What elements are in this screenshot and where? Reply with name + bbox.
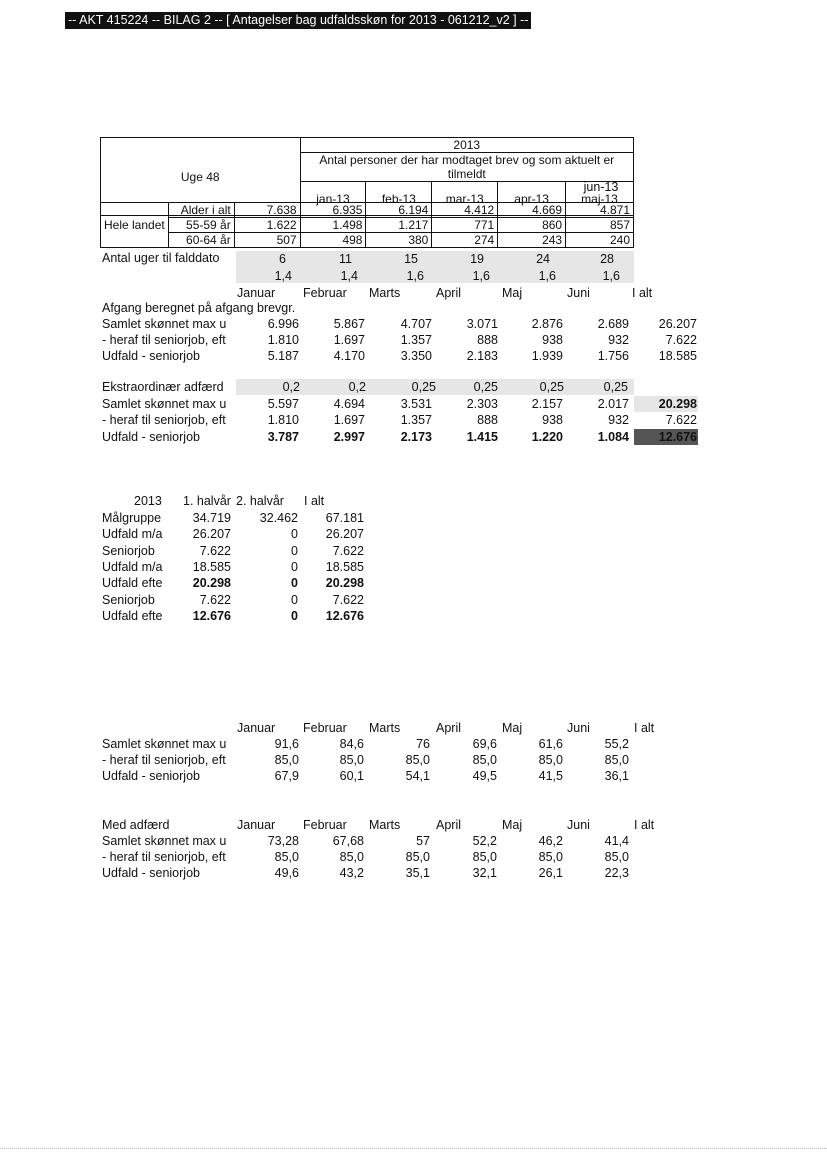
table-cell: 3.531 — [400, 397, 432, 411]
summary-cell: 12.676 — [325, 608, 364, 623]
column-header: Maj — [502, 286, 523, 300]
summary-cell: 32.462 — [259, 511, 298, 525]
row-label: Udfald - seniorjob — [102, 769, 200, 783]
summary-row-label: Udfald efte — [102, 608, 163, 623]
table-cell: 2.157 — [531, 397, 563, 411]
table-cell: 380 — [366, 233, 432, 248]
weeks-factor: 1,6 — [472, 269, 490, 283]
table-cell: 857 — [566, 218, 634, 233]
table-cell: 91,6 — [274, 737, 299, 751]
week-label: Uge 48 — [101, 138, 301, 216]
table-cell: 7.622 — [665, 333, 697, 347]
summary-cell: 0 — [291, 576, 298, 591]
table-cell: 3.787 — [267, 430, 299, 444]
month-header: jun-13 — [583, 180, 619, 194]
table-cell: 76 — [416, 737, 430, 751]
table-cell: 4.170 — [333, 349, 365, 363]
row-label: Samlet skønnet max u — [102, 317, 227, 331]
table-cell: 43,2 — [339, 866, 364, 880]
month-header: apr-13 — [498, 182, 566, 216]
month-header: maj-13 — [566, 182, 634, 216]
table-cell: 84,6 — [339, 737, 364, 751]
weeks-factor: 1,6 — [406, 269, 424, 283]
table-cell: 6.194 — [366, 203, 432, 218]
table-cell: 4.871 — [566, 203, 634, 218]
summary-cell: 0 — [291, 559, 298, 574]
table-cell: 85,0 — [274, 850, 299, 864]
table-cell: 85,0 — [339, 753, 364, 767]
table-cell: 4.694 — [333, 397, 365, 411]
summary-cell: 20.298 — [325, 576, 364, 591]
column-header: Februar — [303, 721, 347, 735]
month-header: jan-13 — [300, 182, 366, 216]
table-cell: 22,3 — [604, 866, 629, 880]
column-header: Februar — [303, 818, 347, 832]
column-header: Juni — [567, 286, 590, 300]
row-label: - heraf til seniorjob, eft — [102, 413, 226, 427]
table-cell: 888 — [477, 333, 498, 347]
row-label: - heraf til seniorjob, eft — [102, 850, 226, 864]
table-cell: 1.939 — [531, 349, 563, 363]
table-cell: 85,0 — [538, 753, 563, 767]
weeks-value: 11 — [339, 252, 352, 266]
table-cell: 3.350 — [400, 349, 432, 363]
summary-cell: 0 — [291, 543, 298, 558]
table-cell: 2.997 — [333, 430, 365, 444]
weeks-factor: 1,6 — [538, 269, 556, 283]
table-cell: 67,68 — [332, 834, 364, 848]
summary-cell: 67.181 — [325, 511, 364, 525]
summary-header: 2013 — [134, 494, 162, 508]
table-cell: 85,0 — [405, 753, 430, 767]
table-cell: 85,0 — [472, 850, 497, 864]
summary-cell: 0 — [291, 608, 298, 623]
column-header: I alt — [634, 818, 655, 832]
row-label: Ekstraordinær adfærd — [102, 380, 224, 394]
table-cell: 85,0 — [274, 753, 299, 767]
summary-cell: 7.622 — [199, 543, 231, 558]
table-cell: 1.810 — [267, 333, 299, 347]
table-cell: 12.676 — [658, 430, 697, 444]
weeks-value: 6 — [279, 252, 286, 266]
table-cell: 1.220 — [531, 430, 563, 444]
table-cell: 938 — [542, 333, 563, 347]
table-cell: 67,9 — [274, 769, 299, 783]
table-cell: 938 — [542, 413, 563, 427]
table-cell: 26.207 — [658, 317, 697, 331]
column-header: Marts — [369, 286, 401, 300]
table-cell: 2.689 — [597, 317, 629, 331]
table-cell: 1.756 — [597, 349, 629, 363]
table-cell: 932 — [608, 413, 629, 427]
row-label: 60-64 år — [168, 233, 234, 248]
table-cell: 26,1 — [538, 866, 563, 880]
table-cell: 4.669 — [498, 203, 566, 218]
column-header: I alt — [632, 286, 653, 300]
summary-row-label: Udfald m/a — [102, 559, 163, 574]
table-cell: 1.217 — [366, 218, 432, 233]
table-cell: 46,2 — [538, 834, 563, 848]
table-cell: 1.498 — [300, 218, 366, 233]
table-cell: 52,2 — [472, 834, 497, 848]
table-cell: 54,1 — [405, 769, 430, 783]
year-header: 2013 — [300, 138, 634, 153]
summary-row-label: Seniorjob — [102, 592, 155, 607]
table-cell: 3.071 — [466, 317, 498, 331]
document-header: -- AKT 415224 -- BILAG 2 -- [ Antagelser bag udfaldsskøn for 2013 - 061212_v2 ] -- — [65, 12, 531, 29]
table-cell: 6.996 — [267, 317, 299, 331]
summary-cell: 26.207 — [325, 527, 364, 542]
row-label: Samlet skønnet max u — [102, 737, 227, 751]
table-cell: 6.935 — [300, 203, 366, 218]
table-cell: 20.298 — [658, 397, 697, 411]
table-cell: 0,2 — [348, 380, 366, 394]
row-label: - heraf til seniorjob, eft — [102, 333, 226, 347]
table-cell: 61,6 — [538, 737, 563, 751]
row-label: Udfald - seniorjob — [102, 349, 200, 363]
summary-cell: 7.622 — [332, 592, 364, 607]
row-label: Alder i alt — [168, 203, 234, 218]
table-cell: 4.707 — [400, 317, 432, 331]
column-header: April — [436, 286, 462, 300]
table-cell: 1.357 — [400, 333, 432, 347]
row-label: Samlet skønnet max u — [102, 834, 227, 848]
table-cell: 1.697 — [333, 333, 365, 347]
table-cell: 35,1 — [405, 866, 430, 880]
column-header: April — [436, 818, 462, 832]
weeks-value: 28 — [600, 252, 614, 266]
table-cell: 1.357 — [400, 413, 432, 427]
summary-row-label: Udfald efte — [102, 576, 163, 591]
month-header: feb-13 — [366, 182, 432, 216]
weeks-factor: 1,4 — [274, 269, 292, 283]
row-label: Udfald - seniorjob — [102, 430, 200, 444]
summary-cell: 7.622 — [332, 543, 364, 558]
table-cell: 85,0 — [604, 850, 629, 864]
table-cell: 498 — [300, 233, 366, 248]
weeks-factor: 1,6 — [602, 269, 620, 283]
summary-cell: 0 — [291, 527, 298, 542]
table-cell: 860 — [498, 218, 566, 233]
table-cell: 85,0 — [538, 850, 563, 864]
column-header: Juni — [567, 818, 590, 832]
month-header: mar-13 — [432, 182, 498, 216]
table-cell: 49,6 — [274, 866, 299, 880]
table-cell: 49,5 — [472, 769, 497, 783]
table-cell: 2.173 — [400, 430, 432, 444]
region-label: Hele landet — [101, 203, 169, 248]
table-cell: 1.084 — [597, 430, 629, 444]
table-cell: 0,25 — [603, 380, 628, 394]
table-cell: 73,28 — [267, 834, 299, 848]
table-cell: 0,25 — [539, 380, 564, 394]
summary-row-label: Seniorjob — [102, 543, 155, 558]
row-label: Samlet skønnet max u — [102, 397, 227, 411]
table-cell: 0,2 — [282, 380, 300, 394]
table-cell: 771 — [432, 218, 498, 233]
summary-cell: 18.585 — [192, 559, 231, 574]
table-cell: 932 — [608, 333, 629, 347]
column-header: Maj — [502, 721, 523, 735]
summary-cell: 26.207 — [192, 527, 231, 542]
table-cell: 5.597 — [267, 397, 299, 411]
summary-header: 2. halvår — [236, 494, 284, 508]
row-label: - heraf til seniorjob, eft — [102, 753, 226, 767]
table-cell: 1.415 — [466, 430, 498, 444]
table-cell: 1.697 — [333, 413, 365, 427]
summary-cell: 12.676 — [192, 608, 231, 623]
table-cell: 243 — [498, 233, 566, 248]
table-cell: 85,0 — [405, 850, 430, 864]
summary-header: 1. halvår — [183, 494, 231, 508]
page-bottom-line — [0, 1148, 827, 1149]
table-cell: 85,0 — [472, 753, 497, 767]
column-header: Januar — [237, 818, 276, 832]
column-header: Maj — [502, 818, 523, 832]
table-cell: 85,0 — [604, 753, 629, 767]
table-cell: 85,0 — [339, 850, 364, 864]
table-cell: 2.303 — [466, 397, 498, 411]
summary-cell: 18.585 — [325, 559, 364, 574]
weeks-value: 24 — [536, 252, 550, 266]
table-cell: 57 — [416, 834, 430, 848]
row-label: Udfald - seniorjob — [102, 866, 200, 880]
table-cell: 2.876 — [531, 317, 563, 331]
column-header: Marts — [369, 818, 401, 832]
row-label: 55-59 år — [168, 218, 234, 233]
column-header: Februar — [303, 286, 347, 300]
summary-cell: 7.622 — [199, 592, 231, 607]
table-cell: 1.810 — [267, 413, 299, 427]
summary-row-label: Udfald m/a — [102, 527, 163, 542]
table-cell: 1.622 — [234, 218, 300, 233]
column-header: Juni — [567, 721, 590, 735]
block1-intro: Afgang beregnet på afgang brevgr. — [102, 301, 296, 315]
weeks-band — [236, 251, 634, 283]
table-cell: 55,2 — [604, 737, 629, 751]
table-subtitle: Antal personer der har modtaget brev og som aktuelt er tilmeldt — [300, 153, 634, 182]
column-header: April — [436, 721, 462, 735]
weeks-label: Antal uger til falddato — [102, 251, 220, 265]
table-cell: 0,25 — [411, 380, 436, 394]
table-cell: 2.183 — [466, 349, 498, 363]
table-cell: 0,25 — [473, 380, 498, 394]
table-cell: 18.585 — [658, 349, 697, 363]
summary-cell: 34.719 — [192, 511, 231, 525]
table-cell: 2.017 — [597, 397, 629, 411]
table-cell: 7.622 — [665, 413, 697, 427]
table-cell: 240 — [566, 233, 634, 248]
table-cell: 888 — [477, 413, 498, 427]
summary-header: I alt — [304, 494, 325, 508]
column-header: I alt — [634, 721, 655, 735]
table-cell: 274 — [432, 233, 498, 248]
table-cell: 5.867 — [333, 317, 365, 331]
table-cell: 507 — [234, 233, 300, 248]
block4-title: Med adfærd — [102, 818, 170, 832]
table-cell: 60,1 — [339, 769, 364, 783]
table-cell: 32,1 — [472, 866, 497, 880]
table-cell: 41,4 — [604, 834, 629, 848]
weeks-factor: 1,4 — [340, 269, 358, 283]
weeks-value: 15 — [404, 252, 418, 266]
summary-cell: 0 — [291, 592, 298, 607]
weeks-value: 19 — [470, 252, 484, 266]
data-table — [100, 202, 634, 248]
table-cell: 41,5 — [538, 769, 563, 783]
summary-cell: 20.298 — [192, 576, 231, 591]
table-cell: 36,1 — [604, 769, 629, 783]
column-header: Januar — [237, 721, 276, 735]
column-header: Januar — [237, 286, 276, 300]
column-header: Marts — [369, 721, 401, 735]
table-cell: 7.638 — [234, 203, 300, 218]
table-cell: 5.187 — [267, 349, 299, 363]
table-cell: 4.412 — [432, 203, 498, 218]
summary-row-label: Målgruppe — [102, 511, 162, 525]
table-cell: 69,6 — [472, 737, 497, 751]
